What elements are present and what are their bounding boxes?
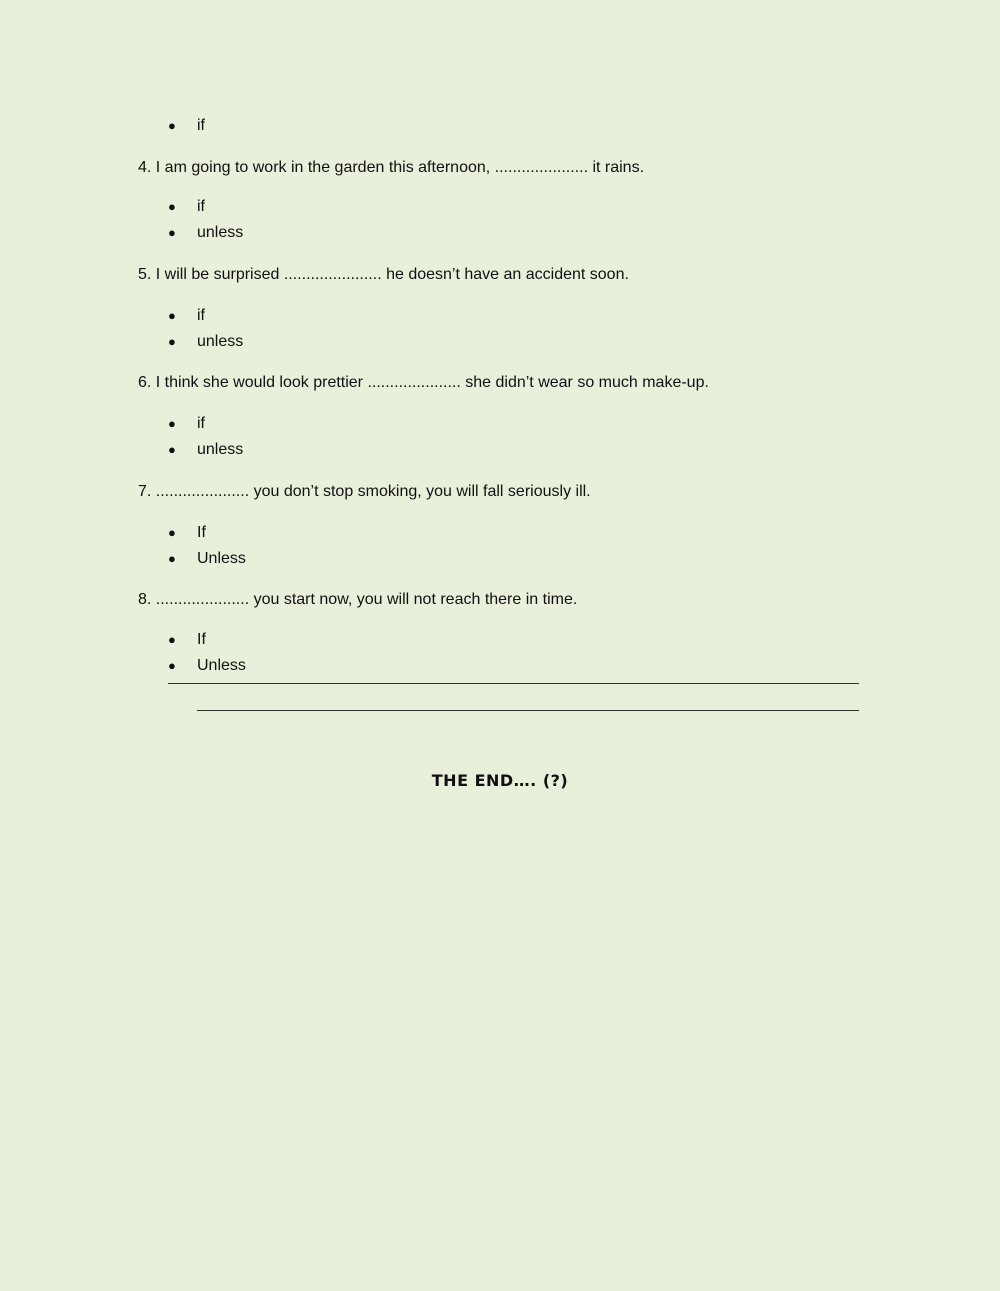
option-item[interactable]	[168, 196, 205, 218]
option-item[interactable]	[168, 331, 243, 353]
bullet-icon: ●	[168, 525, 176, 540]
option-label: Unless	[197, 657, 246, 674]
option-item[interactable]	[168, 413, 205, 435]
option-item[interactable]	[168, 305, 205, 327]
option-label: unless	[197, 441, 244, 458]
question-7: 7. ..................... you don’t stop smoking, you will fall seriously ill.	[138, 483, 591, 500]
bullet-icon: ●	[168, 416, 176, 431]
bullet-icon: ●	[168, 658, 176, 673]
option-item[interactable]	[168, 548, 246, 570]
option-label: if	[197, 307, 205, 324]
option-item[interactable]	[168, 629, 206, 651]
bullet-icon: ●	[168, 551, 176, 566]
bullet-icon: ●	[168, 442, 176, 457]
bullet-icon: ●	[168, 118, 176, 133]
option-label: If	[197, 631, 206, 648]
option-item[interactable]	[168, 522, 206, 544]
bullet-icon: ●	[168, 334, 176, 349]
divider-line	[197, 710, 859, 711]
question-8: 8. ..................... you start now, you will not reach there in time.	[138, 591, 578, 608]
option-label: Unless	[197, 550, 246, 567]
the-end-text: THE END…. (?)	[431, 771, 569, 790]
bullet-icon: ●	[168, 225, 176, 240]
option-item[interactable]	[168, 655, 246, 677]
option-label: if	[197, 198, 205, 215]
question-6: 6. I think she would look prettier ..................... she didn’t wear so much make-up.	[138, 374, 709, 391]
option-label: unless	[197, 333, 244, 350]
option-item[interactable]	[168, 439, 243, 461]
divider-line	[168, 683, 859, 684]
bullet-icon: ●	[168, 308, 176, 323]
option-label: unless	[197, 224, 244, 241]
question-5: 5. I will be surprised ...................... he doesn’t have an accident soon.	[138, 266, 629, 283]
question-4: 4. I am going to work in the garden this afternoon, ..................... it rains.	[138, 159, 645, 176]
option-label: if	[197, 415, 205, 432]
option-item[interactable]	[168, 115, 205, 137]
option-label: if	[197, 117, 205, 134]
option-label: If	[197, 524, 206, 541]
option-item[interactable]	[168, 222, 243, 244]
bullet-icon: ●	[168, 632, 176, 647]
bullet-icon: ●	[168, 199, 176, 214]
